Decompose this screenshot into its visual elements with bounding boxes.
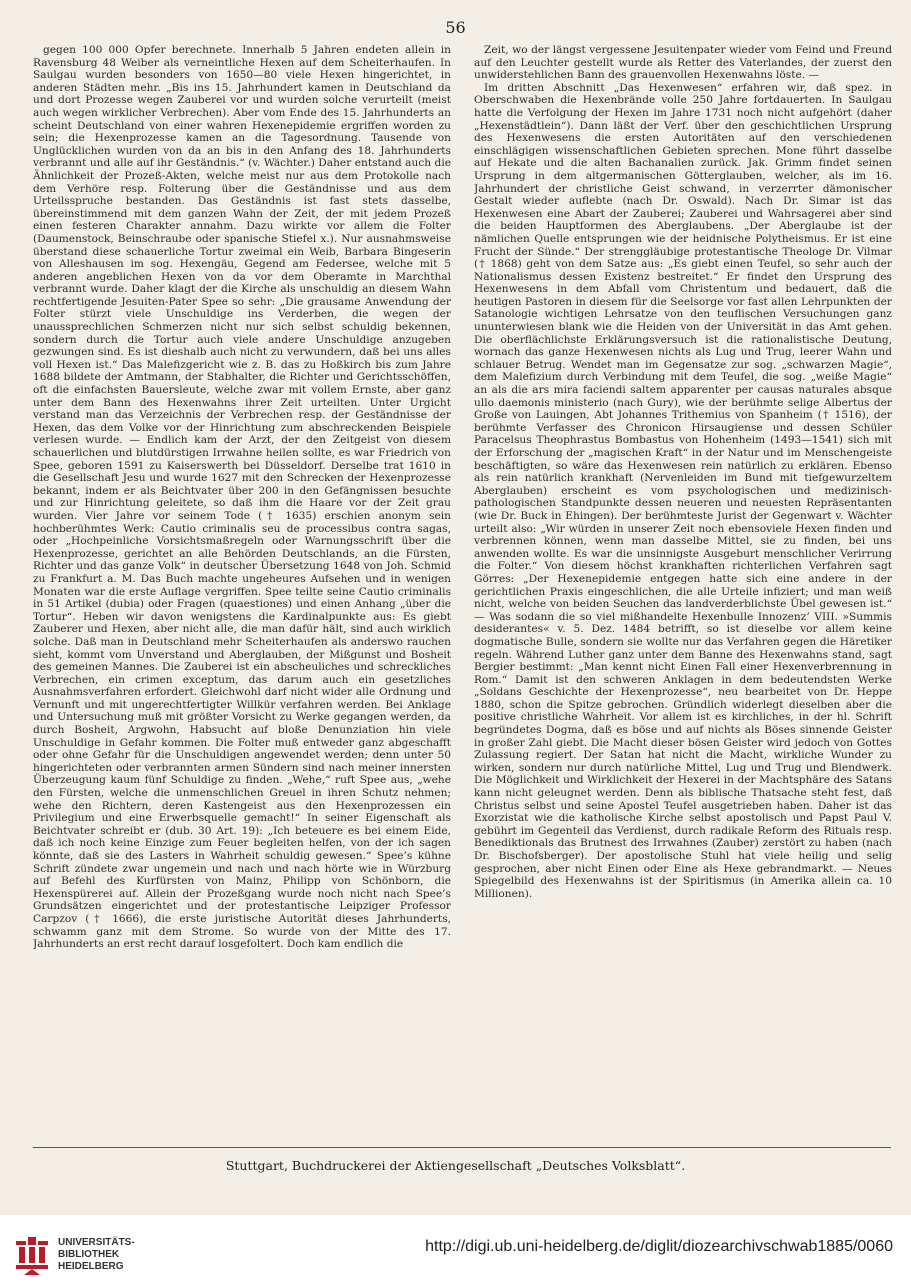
library-logo[interactable] [14, 1233, 224, 1277]
left-column [33, 44, 451, 1144]
university-seal-icon [14, 1235, 50, 1275]
permalink-url[interactable]: http://digi.ub.uni-heidelberg.de/diglit/diozearchivschwab1885/0060 [425, 1238, 893, 1255]
viewer-bottom-bar [0, 1215, 911, 1286]
right-column-paragraph: Im dritten Abschnitt „Das Hexenwesen“ erfahren wir, daß spez. in Oberschwaben die Hexenbrände volle 250 Jahre fortdauerten. In Saulgau hatte die Verfolgung der Hexen im Jahre 1731 noch nicht aufgehört (daher „Hexenstädtlein“). Dann läßt der Verf. über den geschichtlichen Ursprung des Hexenwesens die ersten Autoritäten auf den verschiedenen einschlägigen wissenschaftlichen Gebieten sprechen. Mone führt dasselbe auf Hekate und die alten Bachanalien zurück. Jak. Grimm findet seinen Ursprung in dem altgermanischen Götterglauben, welcher, als im 16. Jahrhundert der christliche Geist schwand, in verzerrter dämonischer Gestalt wieder auflebte (nach Dr. Oswald). Nach Dr. Simar ist das Hexenwesen eine Abart der Zauberei; Zauberei und Wahrsagerei aber sind die beiden Hauptformen des Aberglaubens. „Der Aberglaube ist der nämlichen Quelle entsprungen wie der heidnische Polytheismus. Er ist eine Frucht der Sünde.“ Der strenggläubige protestantische Theologe Dr. Vilmar († 1868) geht von dem Satze aus: „Es giebt einen Teufel, so sehr auch der Nationalismus dessen Existenz bestreitet.“ Er findet den Ursprung des Hexenwesens in dem Abfall vom Christentum und bedauert, daß die heutigen Pastoren in diesem für die Seelsorge vor fast allen Lehrpunkten der Satanologie wichtigen Lehrsatze von den teuflischen Versuchungen ganz ununterwiesen blank wie die Heiden von der Universität in das Amt gehen. Die oberflächlichste Erklärungsversuch ist die rationalistische Deutung, wornach das ganze Hexenwesen nichts als Lug und Trug, leerer Wahn und schlauer Betrug. Wendet man im Gegensatze zur sog. „schwarzen Magie“, dem Malefizium durch Verbindung mit dem Teufel, die sog. „weiße Magie“ an als die ars mira faciendi saltem apparenter per causas naturales absque ullo daemonis ministerio (nach Gury), wie der berühmte selige Albertus der Große von Lauingen, Abt Johannes Trithemius von Spanheim († 1516), der berühmte Verfasser des Chronicon Hirsaugiense und dessen Schüler Paracelsus Theophrastus Bombastus von Hohenheim (1493—1541) sich mit der Erforschung der „magischen Kraft“ in der Natur und im Menschengeiste beschäftigten, so wäre das Hexenwesen rein natürlich zu erklären. Ebenso als rein natürlich krankhaft (Nervenleiden im Bund mit tiefgewurzeltem Aberglauben) erscheint es vom psychologischen und medizinisch-pathologischen Standpunkte dessen neueren und neuesten Repräsentanten (wie Dr. Buck in Ehingen). Der berühmteste Jurist der Gegenwart v. Wächter urteilt also: „Wir würden in unserer Zeit noch ebensoviele Hexen finden und verbrennen können, wenn man dasselbe Mittel, sie zu finden, bei uns anwenden wollte. Es war die unsinnigste Ausgeburt menschlicher Verirrung die Folter.“ Von diesem höchst krankhaften richterlichen Verfahren sagt Görres: „Der Hexenepidemie entgegen hatte sich eine andere in der gerichtlichen Praxis eingeschlichen, die alle Urteile infiziert; und man weiß nicht, welche von beiden Seuchen das landverderblichste Übel gewesen ist.“ — Was sodann die so viel mißhandelte Hexenbulle Innozenz’ VIII. »Summis desiderantes« v. 5. Dez. 1484 betrifft, so ist dieselbe vor allem keine dogmatische Bulle, sondern sie wollte nur das Verfahren gegen die Häretiker regeln. Während Luther ganz unter dem Banne des Hexenwahns stand, sagt Bergier bestimmt: „Man kennt nicht Einen Fall einer Hexenverbrennung in Rom.“ Damit ist den schweren Anklagen in dem bedeutendsten Werke „Soldans Geschichte der Hexenprozesse“, neu bearbeitet von Dr. Heppe 1880, schon die Spitze gebrochen. Gründlich widerlegt dieselben aber die positive christliche Wahrheit. Vor allem ist es kirchliches, in der hl. Schrift begründetes Dogma, daß es böse und auf nichts als Böses sinnende Geister in großer Zahl giebt. Die Macht dieser bösen Geister wird jedoch von Gottes Zulassung regiert. Der Satan hat nicht die Macht, wirkliche Wunder zu wirken, sondern nur durch natürliche Mittel, Lug und Trug und Blendwerk. Die Möglichkeit und Wirklichkeit der Hexerei in der Machtsphäre des Satans kann nicht geleugnet werden. Denn als biblische Thatsache steht fest, daß Christus selbst und seine Apostel Teufel ausgetrieben haben. Daher ist das Exorzistat wie die katholische Kirche selbst apostolisch und Papst Paul V. gebührt im Gegenteil das Verdienst, durch radikale Reform des Rituals resp. Benediktionals das Brutnest des Irrwahnes (Zauber) zerstört zu haben (nach Dr. Bischofsberger). Der apostolische Stuhl hat viele heilig und selig gesprochen, aber nicht Einen oder Eine als Hexe gebrandmarkt. — Neues Spiegelbild des Hexenwahns ist der Spiritismus (in Amerika allein ca. 10 Millionen). [474, 81, 892, 900]
right-column [474, 44, 892, 1144]
library-name-line: HEIDELBERG [58, 1261, 124, 1272]
right-column-paragraph: Zeit, wo der längst vergessene Jesuitenpater wieder vom Feind und Freund auf den Leuchter gestellt wurde als Retter des Vaterlandes, der zuerst den unwiderstehlichen Bann des grauenvollen Hexenwahns löste. — [474, 44, 892, 82]
printer-footer: Stuttgart, Buchdruckerei der Aktiengesellschaft „Deutsches Volksblatt“. [225, 1158, 686, 1173]
library-name-line: BIBLIOTHEK [58, 1249, 120, 1260]
library-name [58, 1237, 135, 1273]
page-number: 56 [445, 18, 466, 37]
library-name-line: UNIVERSITÄTS- [58, 1237, 135, 1248]
footer-rule [33, 1147, 891, 1148]
left-column-text: gegen 100 000 Opfer berechnete. Innerhalb 5 Jahren endeten allein in Ravensburg 48 Weiber als verneintliche Hexen auf dem Scheiterhaufen. In Saulgau wurden besonders von 1650—80 viele Hexen hingerichtet, in anderen Städten mehr. „Bis ins 15. Jahrhundert kamen in Deutschland da und dort Prozesse wegen Zauberei vor und wurden solche verurteilt (meist auch wegen wirklicher Verbrechen). Aber vom Ende des 15. Jahrhunderts an scheint Deutschland von einer wahren Hexenepidemie ergriffen worden zu sein; die Hexenprozesse kamen an die Tagesordnung. Tausende von Unglücklichen wurden von da an bis in den Anfang des 18. Jahrhunderts verbrannt und alle auf ihr Geständnis.“ (v. Wächter.) Daher entstand auch die Ähnlichkeit der Prozeß-Akten, welche meist nur aus dem Protokolle nach dem Verhöre resp. Folterung über die Geständnisse und aus dem Urteilsspruche bestanden. Das Geständnis ist fast stets dasselbe, übereinstimmend mit dem ganzen Wahn der Zeit, der mit jedem Prozeß einen festeren Charakter annahm. Dazu wirkte vor allem die Folter (Daumenstock, Beinschraube oder spanische Stiefel x.). Nur ausnahmsweise überstand diese schauerliche Tortur zweimal ein Weib, Barbara Bingeserin von Alleshausen im sog. Hexengäu, Gegend am Federsee, welche mit 5 anderen angeblichen Hexen von da vor dem Oberamte in Marchthal verbrannt wurde. Daher klagt der die Kirche als unschuldig an diesem Wahn rechtfertigende Jesuiten-Pater Spee so sehr: „Die grausame Anwendung der Folter stürzt viele Unschuldige ins Verderben, die wegen der unaussprechlichen Schmerzen nicht nur sich selbst schuldig bekennen, sondern durch die Tortur auch viele andere Unschuldige anzugeben gezwungen sind. Es ist dieshalb auch nicht zu verwundern, daß bei uns alles voll Hexen ist.“ Das Malefizgericht wie z. B. das zu Hoßkirch bis zum Jahre 1688 bildete der Amtmann, der Stabhalter, die Richter und Gerichtsschöffen, oft die einfachsten Bauersleute, welche zwar mit vollem Ernste, aber ganz unter dem Bann des Hexenwahns ihrer Zeit urteilten. Unter Urgicht verstand man das Verzeichnis der Verbrechen resp. der Geständnisse der Hexen, das dem Volke vor der Hinrichtung zum abschreckenden Beispiele verlesen wurde. — Endlich kam der Arzt, der den Zeitgeist von diesem schauerlichen und blutdürstigen Irrwahne heilen sollte, es war Friedrich von Spee, geboren 1591 zu Kaiserswerth bei Düsseldorf. Derselbe trat 1610 in die Gesellschaft Jesu und wurde 1627 mit den Schrecken der Hexenprozesse bekannt, indem er als Beichtvater über 200 in den Gefängnissen besuchte und zur Hinrichtung geleitete, so daß ihm die Haare vor der Zeit grau wurden. Vier Jahre vor seinem Tode († 1635) erschien anonym sein hochberühmtes Werk: Cautio criminalis seu de processibus contra sagas, oder „Hochpeinliche Vorsichtsmaßregeln oder Warnungsschrift über die Hexenprozesse, gerichtet an alle Behörden Deutschlands, an die Fürsten, Richter und das ganze Volk“ in deutscher Übersetzung 1648 von Joh. Schmid zu Frankfurt a. M. Das Buch machte ungeheures Aufsehen und in wenigen Monaten war die erste Auflage vergriffen. Spee teilte seine Cautio criminalis in 51 Artikel (dubia) oder Fragen (quaestiones) und einen Anhang „über die Tortur“. Heben wir davon wenigstens die Kardinalpunkte aus: Es giebt Zauberer und Hexen, aber nicht alle, die man dafür hält, sind auch wirklich solche. Daß man in Deutschland mehr Scheiterhaufen als anderswo rauchen sieht, kommt vom Unverstand und Aberglauben, der Mißgunst und Bosheit des gemeinen Mannes. Die Zauberei ist ein abscheuliches und schreckliches Verbrechen, ein crimen exceptum, das darum auch ein gesetzliches Ausnahmsverfahren erfordert. Gleichwohl darf nicht wider alle Ordnung und Vernunft und mit ungerechtfertigter Willkür verfahren werden. Bei Anklage und Untersuchung muß mit größter Vorsicht zu Werke gegangen werden, da durch Bosheit, Argwohn, Habsucht auf bloße Denunziation hin viele Unschuldige in Gefahr kommen. Die Folter muß entweder ganz abgeschafft oder ohne Gefahr für die Unschuldigen angewendet werden; denn unter 50 hingerichteten oder verbrannten armen Sündern sind nach meiner innersten Überzeugung kaum fünf Schuldige zu finden. „Wehe,“ ruft Spee aus, „wehe den Fürsten, welche die unmenschlichen Greuel in ihren Schutz nehmen; wehe den Richtern, deren Kastengeist aus den Hexenprozessen ein Privilegium und eine Erwerbsquelle gemacht!“ In seiner Eigenschaft als Beichtvater schreibt er (dub. 30 Art. 19): „Ich beteuere es bei einem Eide, daß ich noch keine Einzige zum Feuer begleiten helfen, von der ich sagen könnte, daß sie des Lasters in Wahrheit schuldig gewesen.“ Spee’s kühne Schrift zündete zwar ungemein und nach und nach hörte wie in Würzburg auf Befehl des Kurfürsten von Mainz, Philipp von Schönborn, die Hexenspürerei auf. Allein der Prozeßgang wurde noch nicht nach Spee’s Grundsätzen eingerichtet und der protestantische Leipziger Professor Carpzov († 1666), die erste juristische Autorität dieses Jahrhunderts, schwamm ganz mit dem Strome. So wurde von der Mitte des 17. Jahrhunderts an erst recht darauf losgefoltert. Doch kam endlich die [33, 44, 451, 951]
